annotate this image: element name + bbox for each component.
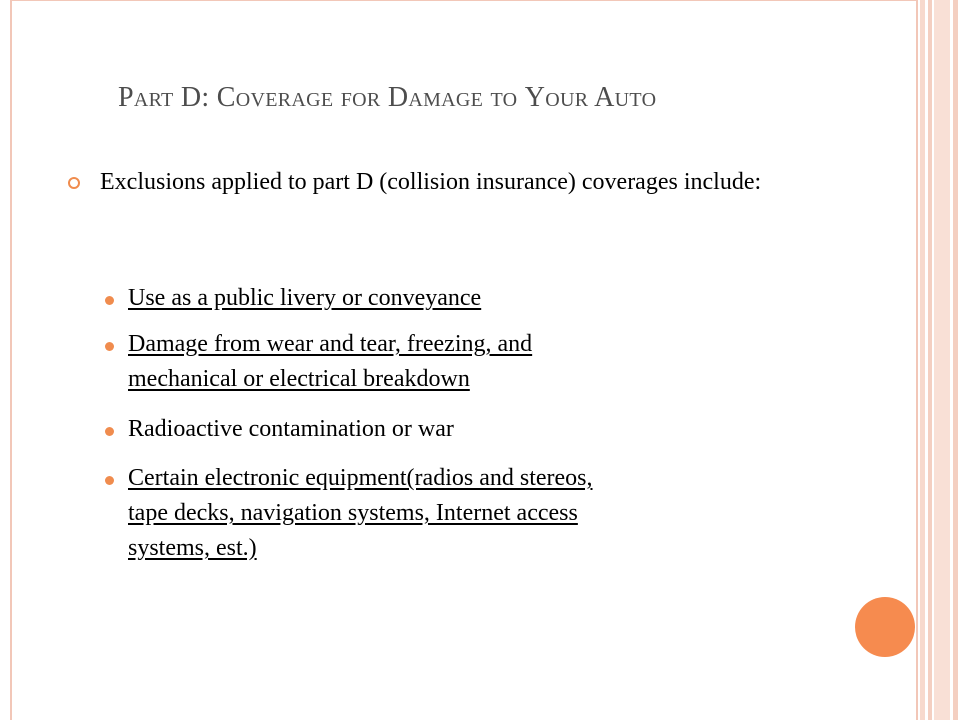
sub-bullet-line: Radioactive contamination or war xyxy=(128,416,454,442)
decorative-circle xyxy=(855,597,915,657)
sub-bullet-line: Use as a public livery or conveyance xyxy=(128,285,482,311)
sub-bullet-line: mechanical or electrical breakdown xyxy=(128,366,470,392)
sub-bullet-line: tape decks, navigation systems, Internet access xyxy=(128,500,578,526)
decorative-stripe xyxy=(953,0,958,720)
dot-bullet-icon xyxy=(105,296,114,305)
ring-bullet-icon xyxy=(68,177,80,189)
sub-bullet xyxy=(105,281,481,316)
sub-bullet-line: Damage from wear and tear, freezing, and xyxy=(128,331,533,357)
sub-bullet xyxy=(105,461,593,566)
dot-bullet-icon xyxy=(105,476,114,485)
dot-bullet-icon xyxy=(105,342,114,351)
main-bullet-text: Exclusions applied to part D (collision insurance) coverages include: xyxy=(100,169,762,195)
dot-bullet-icon xyxy=(105,427,114,436)
sub-bullet-line: systems, est.) xyxy=(128,535,257,561)
decorative-stripe xyxy=(920,0,925,720)
sub-bullet-line: Certain electronic equipment(radios and stereos, xyxy=(128,465,593,491)
decorative-stripe xyxy=(934,0,950,720)
slide-title: Part D: Coverage for Damage to Your Auto xyxy=(118,82,657,113)
main-bullet xyxy=(68,168,858,197)
sub-bullet xyxy=(105,412,454,447)
sub-bullet xyxy=(105,327,532,397)
decorative-stripe xyxy=(928,0,932,720)
